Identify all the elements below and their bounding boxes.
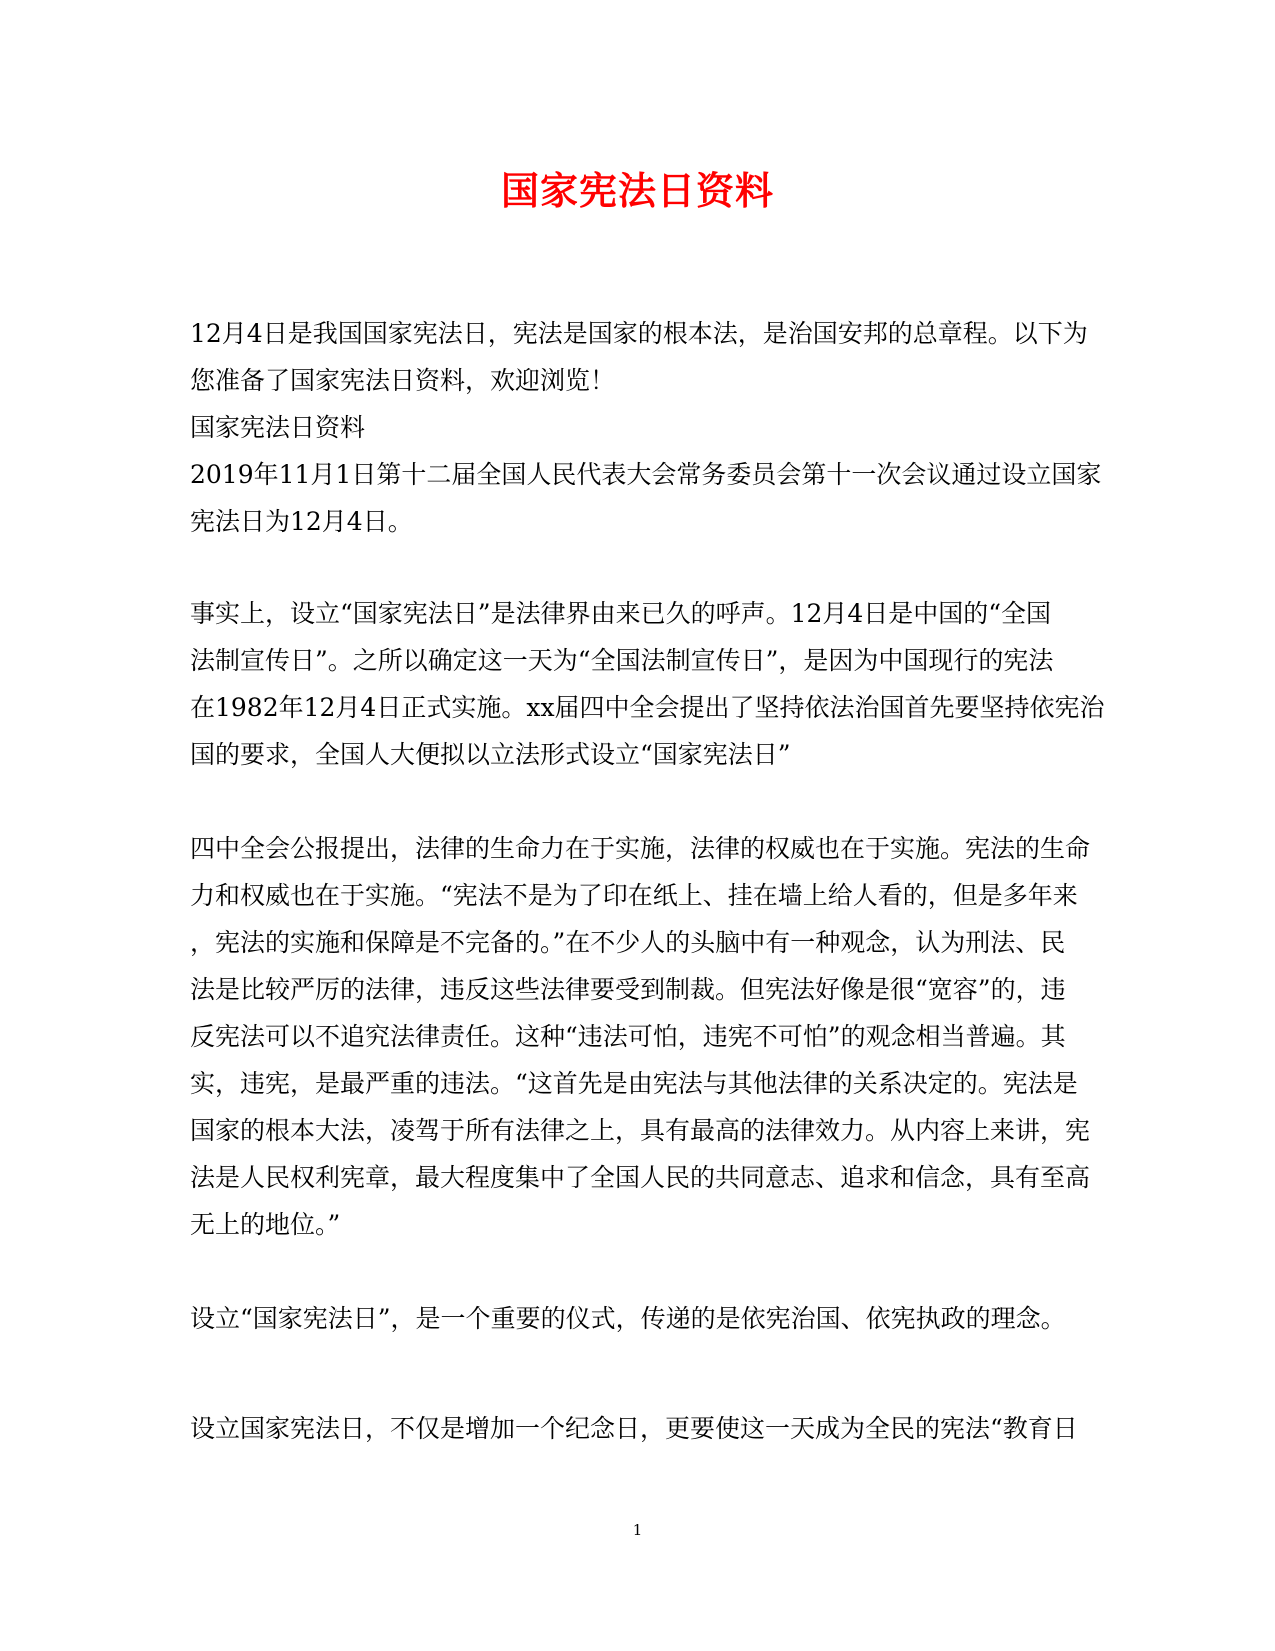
paragraph-background: [190, 590, 1105, 778]
text-line: 国家的根本大法，凌驾于所有法律之上，具有最高的法律效力。从内容上来讲，宪: [190, 1116, 1091, 1145]
text-line: 四中全会公报提出，法律的生命力在于实施，法律的权威也在于实施。宪法的生命: [190, 834, 1091, 863]
text-line: 实，违宪，是最严重的违法。“这首先是由宪法与其他法律的关系决定的。宪法是: [190, 1069, 1078, 1098]
paragraph-ceremony: [190, 1295, 1095, 1342]
text-line: 事实上，设立“国家宪法日”是法律界由来已久的呼声。12月4日是中国的“全国: [190, 599, 1052, 628]
text-line: 2019年11月1日第十二届全国人民代表大会常务委员会第十一次会议通过设立国家: [190, 460, 1102, 489]
paragraph-education: [190, 1405, 1095, 1452]
text-line: 法制宣传日”。之所以确定这一天为“全国法制宣传日”，是因为中国现行的宪法: [190, 646, 1054, 675]
text-line: 设立国家宪法日，不仅是增加一个纪念日，更要使这一天成为全民的宪法“教育日: [190, 1414, 1078, 1443]
paragraph-intro: [190, 310, 1102, 545]
text-line: 反宪法可以不追究法律责任。这种“违法可怕，违宪不可怕”的观念相当普遍。其: [190, 1022, 1066, 1051]
text-line: 宪法日为12月4日。: [190, 507, 413, 536]
text-line: 力和权威也在于实施。“宪法不是为了印在纸上、挂在墙上给人看的，但是多年来: [190, 881, 1078, 910]
text-line: 12月4日是我国国家宪法日，宪法是国家的根本法，是治国安邦的总章程。以下为: [190, 319, 1088, 348]
text-line: 设立“国家宪法日”，是一个重要的仪式，传递的是依宪治国、依宪执政的理念。: [190, 1304, 1066, 1333]
text-line: 国的要求，全国人大便拟以立法形式设立“国家宪法日”: [190, 740, 791, 769]
paragraph-communique: [190, 825, 1095, 1248]
text-line: 无上的地位。”: [190, 1210, 341, 1239]
text-line: ，宪法的实施和保障是不完备的。”在不少人的头脑中有一种观念，认为刑法、民: [190, 928, 1066, 957]
document-title: 国家宪法日资料: [500, 169, 774, 213]
page-number: 1: [632, 1521, 643, 1539]
text-line: 在1982年12月4日正式实施。xx届四中全会提出了坚持依法治国首先要坚持依宪治: [190, 693, 1105, 722]
text-line: 法是人民权利宪章，最大程度集中了全国人民的共同意志、追求和信念，具有至高: [190, 1163, 1091, 1192]
text-line: 国家宪法日资料: [190, 413, 366, 442]
text-line: 您准备了国家宪法日资料，欢迎浏览！: [190, 366, 616, 395]
text-line: 法是比较严厉的法律，违反这些法律要受到制裁。但宪法好像是很“宽容”的，违: [190, 975, 1066, 1004]
